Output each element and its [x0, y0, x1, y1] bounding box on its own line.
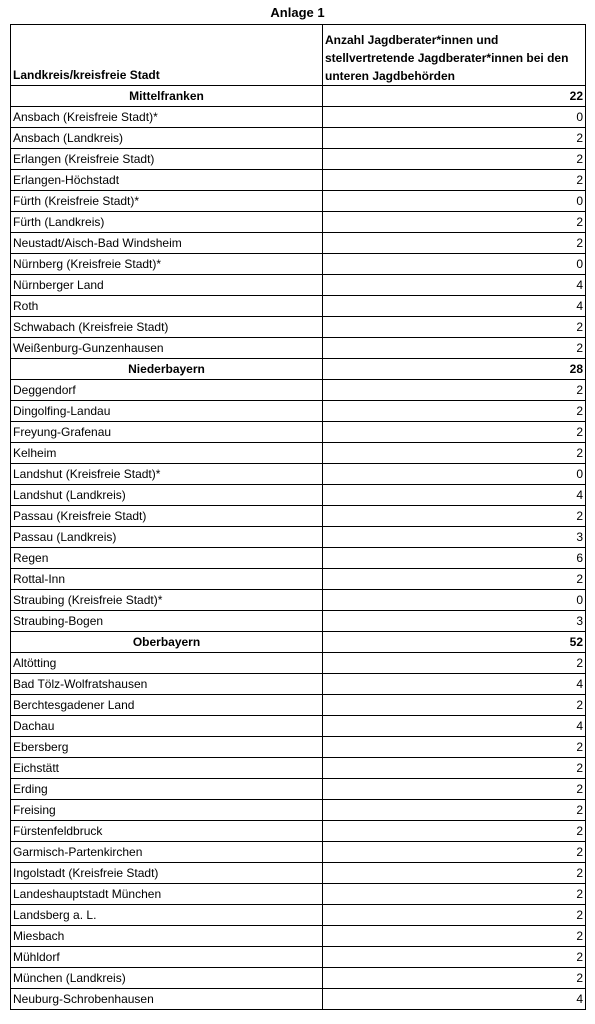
- district-name: Weißenburg-Gunzenhausen: [11, 338, 323, 359]
- district-name: Deggendorf: [11, 380, 323, 401]
- table-row: [11, 800, 586, 821]
- district-count: 2: [323, 506, 586, 527]
- district-name: Rottal-Inn: [11, 569, 323, 590]
- district-name: Passau (Kreisfreie Stadt): [11, 506, 323, 527]
- district-name: Fürth (Kreisfreie Stadt)*: [11, 191, 323, 212]
- district-name: Landsberg a. L.: [11, 905, 323, 926]
- table-row: [11, 422, 586, 443]
- district-name: Fürstenfeldbruck: [11, 821, 323, 842]
- header-count: Anzahl Jagdberater*innen und stellvertretende Jagdberater*innen bei den unteren Jagdbehörden: [323, 25, 586, 86]
- district-name: Garmisch-Partenkirchen: [11, 842, 323, 863]
- district-count: 4: [323, 716, 586, 737]
- district-count: 2: [323, 905, 586, 926]
- district-count: 2: [323, 821, 586, 842]
- district-name: Erding: [11, 779, 323, 800]
- district-name: Bad Tölz-Wolfratshausen: [11, 674, 323, 695]
- table-row: [11, 590, 586, 611]
- table-row: [11, 821, 586, 842]
- table-row: [11, 275, 586, 296]
- table-row: [11, 149, 586, 170]
- district-name: Dingolfing-Landau: [11, 401, 323, 422]
- district-name: Straubing (Kreisfreie Stadt)*: [11, 590, 323, 611]
- table-row: [11, 443, 586, 464]
- table-row: [11, 107, 586, 128]
- district-count: 0: [323, 464, 586, 485]
- region-total: 22: [323, 86, 586, 107]
- district-count: 2: [323, 443, 586, 464]
- district-count: 0: [323, 254, 586, 275]
- table-row: [11, 506, 586, 527]
- district-name: Neustadt/Aisch-Bad Windsheim: [11, 233, 323, 254]
- district-count: 2: [323, 800, 586, 821]
- region-name: Niederbayern: [11, 359, 323, 380]
- district-count: 2: [323, 926, 586, 947]
- table-row: [11, 338, 586, 359]
- district-count: 2: [323, 968, 586, 989]
- header-district: Landkreis/kreisfreie Stadt: [11, 25, 323, 86]
- table-row: [11, 653, 586, 674]
- district-name: Freising: [11, 800, 323, 821]
- district-count: 6: [323, 548, 586, 569]
- district-name: Regen: [11, 548, 323, 569]
- table-row: [11, 737, 586, 758]
- district-name: München (Landkreis): [11, 968, 323, 989]
- district-name: Miesbach: [11, 926, 323, 947]
- district-name: Nürnberger Land: [11, 275, 323, 296]
- district-count: 3: [323, 527, 586, 548]
- district-name: Fürth (Landkreis): [11, 212, 323, 233]
- table-row: [11, 842, 586, 863]
- district-name: Mühldorf: [11, 947, 323, 968]
- district-count: 0: [323, 107, 586, 128]
- district-count: 2: [323, 128, 586, 149]
- district-count: 2: [323, 758, 586, 779]
- district-count: 2: [323, 947, 586, 968]
- table-row: [11, 611, 586, 632]
- table-row: [11, 569, 586, 590]
- table-row: [11, 233, 586, 254]
- district-count: 4: [323, 485, 586, 506]
- district-count: 2: [323, 422, 586, 443]
- district-name: Eichstätt: [11, 758, 323, 779]
- table-row: [11, 254, 586, 275]
- table-row: [11, 464, 586, 485]
- table-row: [11, 527, 586, 548]
- district-name: Schwabach (Kreisfreie Stadt): [11, 317, 323, 338]
- district-count: 4: [323, 275, 586, 296]
- table-row: [11, 674, 586, 695]
- district-name: Landeshauptstadt München: [11, 884, 323, 905]
- district-name: Ansbach (Landkreis): [11, 128, 323, 149]
- district-count: 2: [323, 212, 586, 233]
- table-row: [11, 191, 586, 212]
- table-row: [11, 485, 586, 506]
- district-count: 2: [323, 401, 586, 422]
- data-table-container: [10, 24, 585, 1014]
- district-count: 2: [323, 338, 586, 359]
- district-count: 2: [323, 233, 586, 254]
- region-total: 52: [323, 632, 586, 653]
- district-count: 2: [323, 737, 586, 758]
- district-count: 3: [323, 611, 586, 632]
- jagdberater-table: [10, 24, 586, 1010]
- region-row: [11, 86, 586, 107]
- district-count: 0: [323, 191, 586, 212]
- page-title: Anlage 1: [270, 5, 325, 20]
- district-name: Ansbach (Kreisfreie Stadt)*: [11, 107, 323, 128]
- table-row: [11, 716, 586, 737]
- district-name: Landshut (Kreisfreie Stadt)*: [11, 464, 323, 485]
- district-count: 4: [323, 296, 586, 317]
- table-row: [11, 401, 586, 422]
- district-name: Erlangen-Höchstadt: [11, 170, 323, 191]
- district-name: Ebersberg: [11, 737, 323, 758]
- table-body: [11, 86, 586, 1010]
- table-row: [11, 779, 586, 800]
- table-row: [11, 170, 586, 191]
- table-row: [11, 926, 586, 947]
- table-row: [11, 695, 586, 716]
- district-name: Berchtesgadener Land: [11, 695, 323, 716]
- district-count: 2: [323, 863, 586, 884]
- district-name: Altötting: [11, 653, 323, 674]
- region-row: [11, 632, 586, 653]
- table-row: [11, 989, 586, 1010]
- region-total: 28: [323, 359, 586, 380]
- table-row: [11, 884, 586, 905]
- table-row: [11, 296, 586, 317]
- district-count: 2: [323, 779, 586, 800]
- table-row: [11, 947, 586, 968]
- district-count: 2: [323, 317, 586, 338]
- table-row: [11, 548, 586, 569]
- district-name: Freyung-Grafenau: [11, 422, 323, 443]
- district-count: 2: [323, 149, 586, 170]
- district-count: 2: [323, 170, 586, 191]
- table-row: [11, 905, 586, 926]
- district-name: Nürnberg (Kreisfreie Stadt)*: [11, 254, 323, 275]
- district-name: Landshut (Landkreis): [11, 485, 323, 506]
- district-name: Straubing-Bogen: [11, 611, 323, 632]
- region-row: [11, 359, 586, 380]
- district-count: 4: [323, 674, 586, 695]
- table-row: [11, 380, 586, 401]
- district-name: Passau (Landkreis): [11, 527, 323, 548]
- district-name: Neuburg-Schrobenhausen: [11, 989, 323, 1010]
- district-count: 4: [323, 989, 586, 1010]
- table-row: [11, 128, 586, 149]
- table-row: [11, 758, 586, 779]
- region-name: Oberbayern: [11, 632, 323, 653]
- district-name: Ingolstadt (Kreisfreie Stadt): [11, 863, 323, 884]
- table-row: [11, 317, 586, 338]
- district-name: Roth: [11, 296, 323, 317]
- district-count: 2: [323, 842, 586, 863]
- table-row: [11, 863, 586, 884]
- table-row: [11, 968, 586, 989]
- district-name: Kelheim: [11, 443, 323, 464]
- district-count: 2: [323, 653, 586, 674]
- district-name: Erlangen (Kreisfreie Stadt): [11, 149, 323, 170]
- district-name: Dachau: [11, 716, 323, 737]
- region-name: Mittelfranken: [11, 86, 323, 107]
- district-count: 2: [323, 884, 586, 905]
- district-count: 0: [323, 590, 586, 611]
- district-count: 2: [323, 695, 586, 716]
- table-row: [11, 212, 586, 233]
- district-count: 2: [323, 569, 586, 590]
- district-count: 2: [323, 380, 586, 401]
- header-row: [11, 25, 586, 86]
